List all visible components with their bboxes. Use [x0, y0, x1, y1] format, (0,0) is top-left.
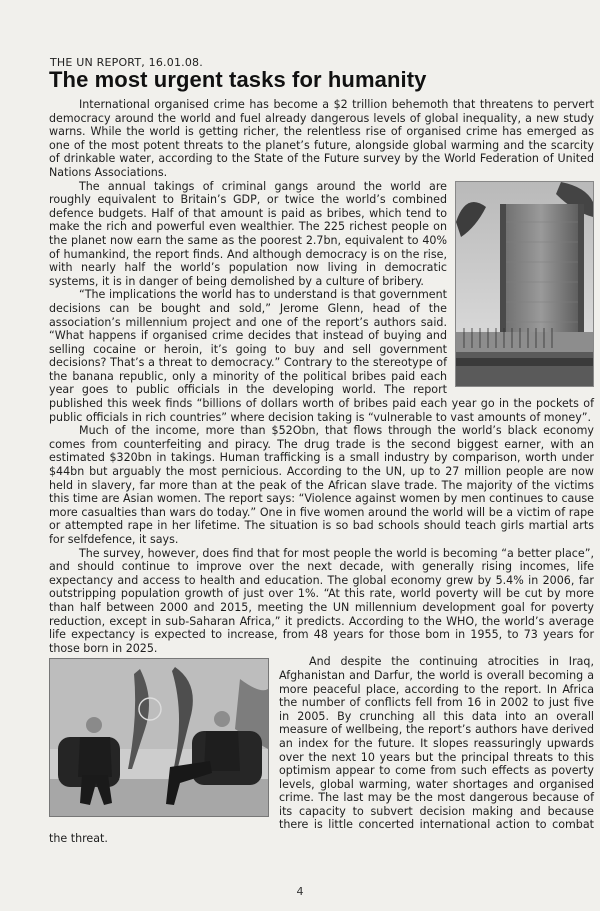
page-number: 4 [296, 885, 304, 898]
un-headquarters-photo [455, 181, 594, 387]
meeting-image [50, 659, 268, 816]
paragraph: The survey, however, does find that for most people the world is becoming “a better place”, and should continue to improve over the next decade, with generally rising incomes, life expectancy and access to health and education. The global economy grew by 5.4% in 2006, far outstripping population growth of just over 1%. “At this rate, world poverty will be cut by more than half between 2000 and 2015, meeting the UN millennium development goal for poverty reduction, except in sub-Saharan Africa,” it predicts. According to the WHO, the world’s average life expectancy is expected to increase, from 48 years for those bom in 1955, to 73 years for those born in 2025. [49, 546, 594, 655]
paragraph: Much of the income, more than $52Obn, that flows through the world’s black economy comes from counterfeiting and piracy. The drug trade is the second biggest earner, with an estimated $320bn in takings. Human trafficking is a small industry by comparison, worth under $44bn but arguably the most pernicious. According to the UN, up to 27 million people are now held in slavery, far more than at the peak of the African slave trade. The majority of the victims this time are Asian women. The report says: “Violence against women by men continues to cause more casualties than wars do today.” One in five women around the world will be a victim of rape or attempted rape in her lifetime. The situation is so bad schools should teach girls martial arts for selfdefence, it says. [49, 424, 594, 546]
paragraph: “The implications the world has to understand is that government decisions can be bought and sold,” Jerome Glenn, head of the association’s millennium project and one of the report’s authors said. “What happens if organised crime decides that instead of buying and selling cocaine or heroin, it’s going to buy and sell government decisions? That’s a threat to democracy.” Contrary to the stereotype of the banana republic, only a minority of the political bribes paid each year goes to public officials in the developing world. The report published this week finds “billions of dollars worth of bribes paid each year go in the pockets of public officials in rich countries” where decision taking is “vulnerable to vast amounts of money”. [49, 288, 594, 424]
report-kicker: THE UN REPORT, 16.01.08. [50, 56, 203, 69]
paragraph: And despite the continuing atrocities in Iraq, Afghanistan and Darfur, the world is overall becoming a more peaceful place, according to the report. In Africa the number of conflicts fell from 16 in 2002 to just five in 2005. By crunching all this data into an overall measure of wellbeing, the report’s authors have derived an index for the future. It slopes reassuringly upwards over the next 10 years but the principal threats to this optimism appear to come from such effects as poverty levels, global warming, water shortages and organised crime. The last may be the most dangerous because of its capacity to subvert decision making and because there is little concerted international action to combat the threat. [49, 655, 594, 846]
paragraph: The annual takings of criminal gangs around the world are roughly equivalent to Britain’s GDP, or twice the world’s combined defence budgets. Half of that amount is paid as bribes, which tend to make the rich and powerful even wealthier. The 225 richest people on the planet now earn the same as the poorest 2.7bn, equivalent to 40% of humankind, the report finds. And although democracy is on the rise, with nearly half the world’s population now living in democratic systems, it is in danger of being demolished by a culture of bribery. [49, 179, 447, 288]
page-title: The most urgent tasks for humanity [49, 67, 427, 92]
paragraph: International organised crime has become a $2 trillion behemoth that threatens to pervert democracy around the world and fuel already dangerous levels of global inequality, a new study warns. While the world is getting richer, the relentless rise of organised crime has emerged as one of the most potent threats to the planet’s future, alongside global warming and the scarcity of drinkable water, according to the State of the Future survey by the World Federation of United Nations Associations. [49, 98, 594, 179]
un-building-image [456, 182, 593, 386]
article-body [49, 98, 594, 846]
meeting-photo [49, 658, 269, 817]
